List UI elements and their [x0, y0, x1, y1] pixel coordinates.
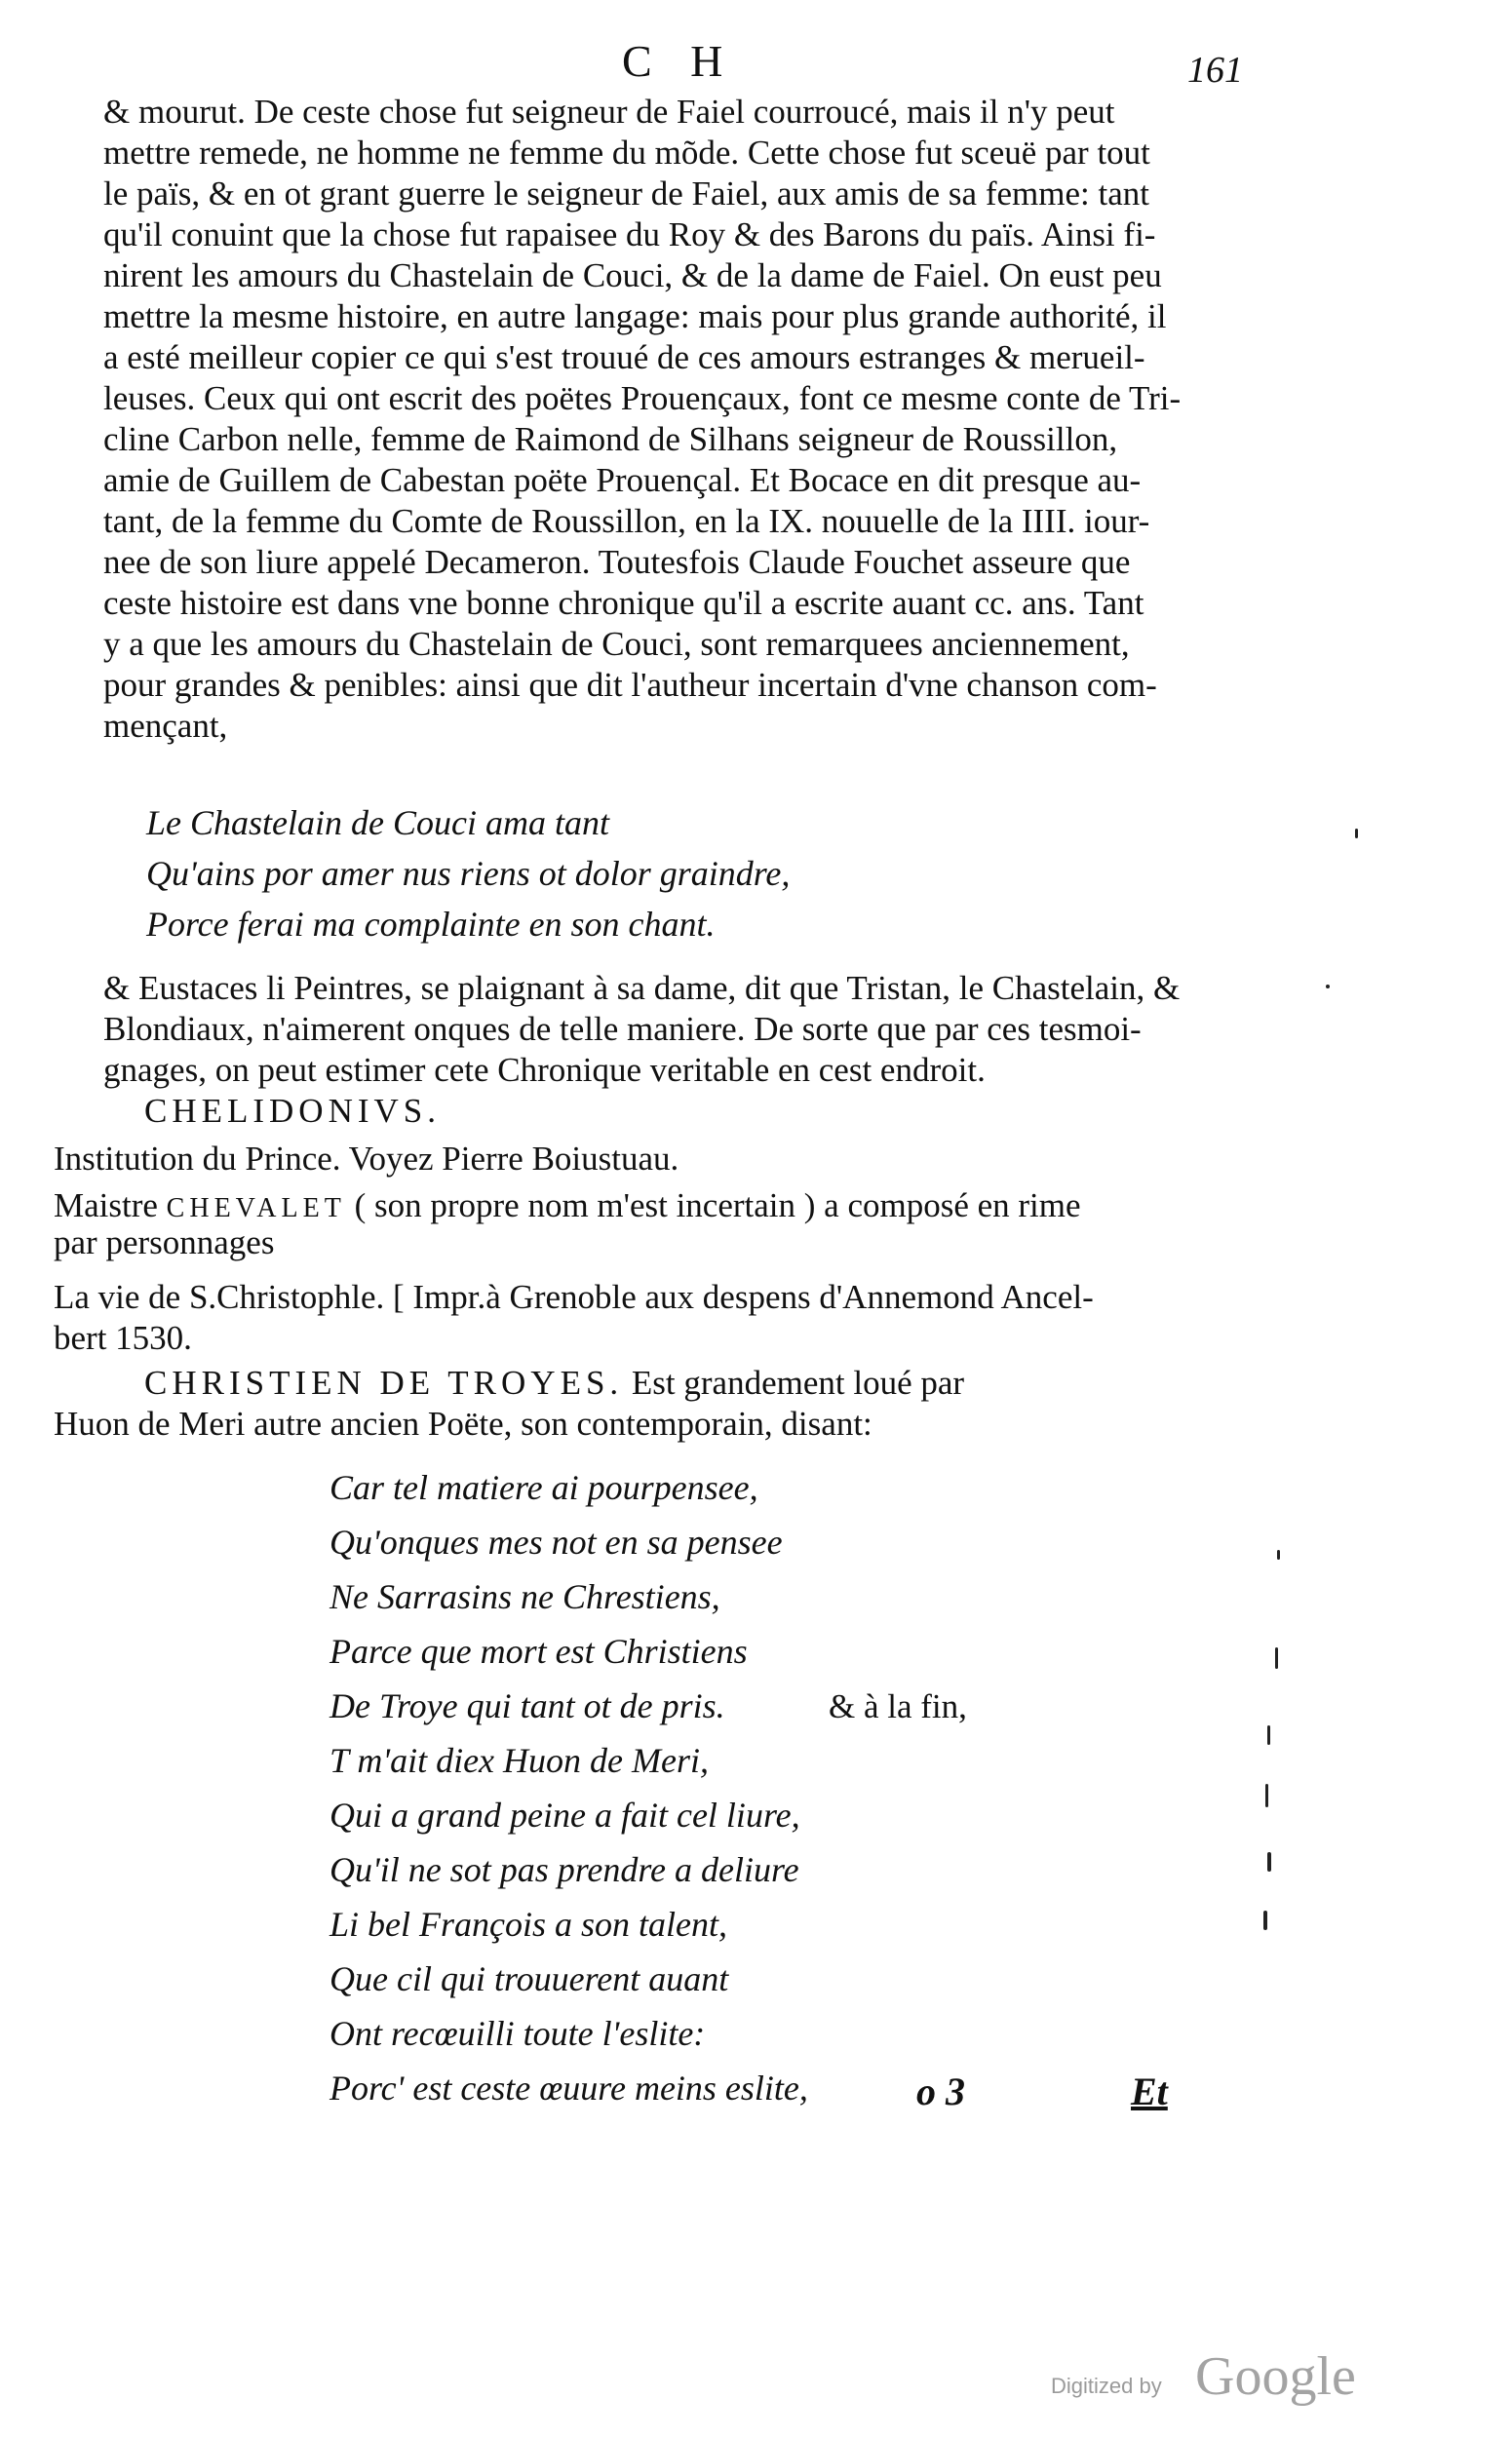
ink-speck [1263, 1911, 1267, 1930]
body-line: & mourut. De ceste chose fut seigneur de Faiel courroucé, mais il n'y peut [103, 93, 1115, 131]
verse-line: Le Chastelain de Couci ama tant [146, 803, 609, 842]
body-line: mettre la mesme histoire, en autre langage: mais pour plus grande authorité, il [103, 297, 1167, 335]
entry-heading: CHRISTIEN DE TROYES. [144, 1364, 624, 1402]
ink-speck [1275, 1647, 1278, 1669]
verse-line: Parce que mort est Christiens [330, 1632, 748, 1671]
page-number: 161 [1187, 50, 1243, 91]
body-line: mettre remede, ne homme ne femme du mõde. Cette chose fut sceuë par tout [103, 134, 1150, 172]
verse-line: Porce ferai ma complainte en son chant. [146, 905, 716, 944]
ink-speck [1277, 1550, 1280, 1560]
entry-text: Est grandement loué par [623, 1364, 965, 1402]
verse-line: Qu'ains por amer nus riens ot dolor graindre, [146, 854, 791, 893]
entry-line: bert 1530. [54, 1319, 192, 1357]
verse-line: T m'ait diex Huon de Meri, [330, 1741, 709, 1780]
body-line: tant, de la femme du Comte de Roussillon, en la IX. nouuelle de la IIII. iour- [103, 502, 1150, 540]
body-line: & Eustaces li Peintres, se plaignant à sa dame, dit que Tristan, le Chastelain, & [103, 969, 1181, 1007]
verse-line: Ont recœuilli toute l'eslite: [330, 2014, 706, 2053]
entry-line: Huon de Meri autre ancien Poëte, son contemporain, disant: [54, 1405, 872, 1443]
verse-aside: & à la fin, [829, 1687, 967, 1725]
verse-line: De Troye qui tant ot de pris. [330, 1686, 725, 1725]
running-head: C H [622, 36, 737, 86]
ink-speck [1355, 829, 1358, 838]
body-line: ceste histoire est dans vne bonne chronique qu'il a escrite auant cc. ans. Tant [103, 584, 1144, 622]
body-line: mençant, [103, 707, 228, 745]
body-line: leuses. Ceux qui ont escrit des poëtes Prouençaux, font ce mesme conte de Tri- [103, 379, 1182, 417]
body-line: qu'il conuint que la chose fut rapaisee du Roy & des Barons du païs. Ainsi fi- [103, 215, 1156, 253]
verse-line: Porc' est ceste œuure meins eslite, [330, 2069, 808, 2108]
ink-speck [1267, 1852, 1271, 1872]
entry-line [144, 1363, 964, 1404]
author-name: CHEVALET [166, 1193, 346, 1223]
body-line: gnages, on peut estimer cete Chronique veritable en cest endroit. [103, 1051, 986, 1089]
body-line: nee de son liure appelé Decameron. Toutesfois Claude Fouchet asseure que [103, 543, 1131, 581]
entry-line: La vie de S.Christophle. [ Impr.à Grenoble aux despens d'Annemond Ancel- [54, 1278, 1094, 1316]
verse-line: Car tel matiere ai pourpensee, [330, 1468, 758, 1507]
body-line: nirent les amours du Chastelain de Couci, & de la dame de Faiel. On eust peu [103, 256, 1162, 294]
body-line: cline Carbon nelle, femme de Raimond de Silhans seigneur de Roussillon, [103, 420, 1118, 458]
body-line: pour grandes & penibles: ainsi que dit l'autheur incertain d'vne chanson com- [103, 666, 1157, 704]
entry-text: ( son propre nom m'est incertain ) a composé en rime [345, 1186, 1081, 1224]
signature-mark: o 3 [916, 2070, 965, 2113]
catchword: Et [1131, 2070, 1168, 2113]
verse-line: Que cil qui trouuerent auant [330, 1959, 729, 1998]
verse-line: Ne Sarrasins ne Chrestiens, [330, 1577, 720, 1616]
verse-line: Qu'il ne sot pas prendre a deliure [330, 1850, 799, 1889]
body-line: a esté meilleur copier ce qui s'est trouué de ces amours estranges & merueil- [103, 338, 1145, 376]
body-line: amie de Guillem de Cabestan poëte Prouençal. Et Bocace en dit presque au- [103, 461, 1142, 499]
body-line: Blondiaux, n'aimerent onques de telle maniere. De sorte que par ces tesmoi- [103, 1010, 1142, 1048]
digitized-by-label: Digitized by [1051, 2374, 1162, 2398]
verse-line: Qu'onques mes not en sa pensee [330, 1523, 783, 1562]
entry-line: Institution du Prince. Voyez Pierre Boiustuau. [54, 1140, 679, 1178]
google-logo: Google [1195, 2346, 1356, 2407]
verse-line: Qui a grand peine a fait cel liure, [330, 1796, 800, 1835]
entry-text: Maistre [54, 1186, 167, 1224]
verse-line: Li bel François a son talent, [330, 1905, 727, 1944]
body-line: y a que les amours du Chastelain de Couci, sont remarquees anciennement, [103, 625, 1130, 663]
ink-speck [1267, 1725, 1270, 1745]
body-line: le païs, & en ot grant guerre le seigneur de Faiel, aux amis de sa femme: tant [103, 174, 1149, 213]
entry-heading: CHELIDONIVS. [144, 1092, 442, 1130]
ink-speck [1265, 1784, 1268, 1807]
ink-speck [1326, 985, 1330, 988]
entry-line: par personnages [54, 1223, 275, 1261]
